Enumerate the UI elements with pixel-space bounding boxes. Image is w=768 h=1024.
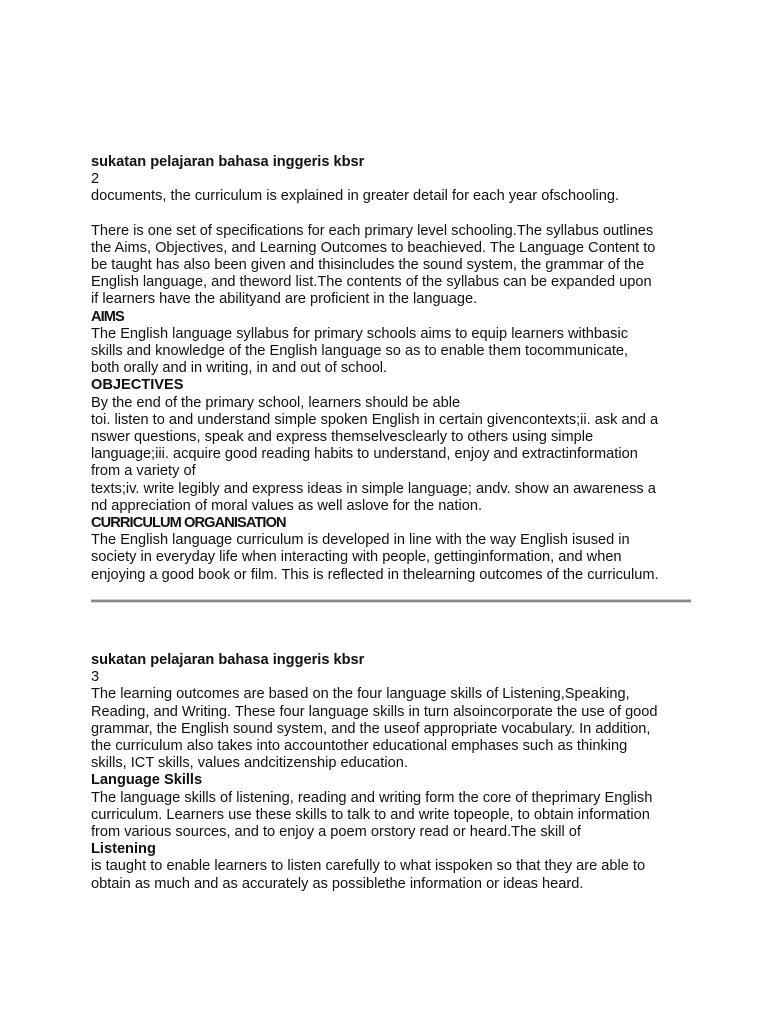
page-2-section — [91, 154, 691, 584]
page-3-section — [91, 652, 691, 893]
text-line: There is one set of specifications for each primary level schooling.The syllabus outlines — [91, 222, 654, 239]
objectives-paragraph — [91, 395, 691, 515]
intro-text: documents, the curriculum is explained in greater detail for each year ofschooling. — [91, 188, 620, 205]
language-skills-heading: Language Skills — [91, 772, 203, 789]
page-number: 2 — [91, 171, 100, 188]
text-line: Reading, and Writing. These four language skills in turn alsoincorporate the use of good — [91, 703, 658, 720]
text-line: from various sources, and to enjoy a poem orstory read or heard.The skill of — [91, 824, 581, 841]
text-line: By the end of the primary school, learners should be able — [91, 394, 461, 411]
paragraph-gap — [91, 206, 691, 223]
text-line: is taught to enable learners to listen carefully to what isspoken so that they are able to — [91, 858, 646, 875]
text-line: nd appreciation of moral values as well aslove for the nation. — [91, 497, 483, 514]
text-line: skills and knowledge of the English language so as to enable them tocommunicate, — [91, 343, 629, 360]
text-line: texts;iv. write legibly and express ideas in simple language; andv. show an awareness a — [91, 480, 656, 497]
text-line: The English language syllabus for primary schools aims to equip learners withbasic — [91, 325, 628, 342]
aims-heading: AIMS — [91, 308, 124, 325]
text-line: be taught has also been given and thisincludes the sound system, the grammar of the — [91, 257, 645, 274]
text-line: grammar, the English sound system, and the useof appropriate vocabulary. In addition, — [91, 720, 651, 737]
text-line: if learners have the abilityand are proficient in the language. — [91, 291, 478, 308]
text-line: The language skills of listening, reading and writing form the core of theprimary English — [91, 789, 653, 806]
document-title: sukatan pelajaran bahasa inggeris kbsr — [91, 154, 365, 170]
text-line: both orally and in writing, in and out of school. — [91, 360, 388, 377]
text-line: curriculum. Learners use these skills to talk to and write topeople, to obtain information — [91, 806, 650, 823]
text-line: language;iii. acquire good reading habits to understand, enjoy and extractinformation — [91, 446, 638, 463]
language-skills-paragraph — [91, 790, 691, 842]
page-number: 3 — [91, 669, 100, 686]
listening-heading: Listening — [91, 841, 156, 858]
text-line: enjoying a good book or film. This is reflected in thelearning outcomes of the curriculum. — [91, 566, 659, 583]
objectives-heading: OBJECTIVES — [91, 377, 184, 394]
text-line: obtain as much and as accurately as possiblethe information or ideas heard. — [91, 875, 584, 892]
listening-paragraph — [91, 858, 691, 892]
curriculum-paragraph — [91, 532, 691, 584]
learning-outcomes-paragraph — [91, 686, 691, 772]
text-line: society in everyday life when interacting with people, gettinginformation, and when — [91, 549, 622, 566]
text-line: skills, ICT skills, values andcitizenship education. — [91, 755, 408, 772]
text-line: nswer questions, speak and express themselvesclearly to others using simple — [91, 429, 594, 446]
text-line: The learning outcomes are based on the four language skills of Listening,Speaking, — [91, 686, 630, 703]
text-line: the Aims, Objectives, and Learning Outcomes to beachieved. The Language Content to — [91, 239, 656, 256]
text-line: from a variety of — [91, 463, 196, 480]
aims-paragraph — [91, 326, 691, 378]
text-line: toi. listen to and understand simple spoken English in certain givencontexts;ii. ask and a — [91, 411, 659, 428]
text-line: the curriculum also takes into accountother educational emphases such as thinking — [91, 738, 628, 755]
curriculum-organisation-heading: CURRICULUM ORGANISATION — [91, 515, 286, 532]
specifications-paragraph — [91, 223, 691, 309]
page-divider — [91, 599, 691, 603]
text-line: English language, and theword list.The contents of the syllabus can be expanded upon — [91, 274, 652, 291]
text-line: The English language curriculum is developed in line with the way English isused in — [91, 532, 630, 549]
document-title: sukatan pelajaran bahasa inggeris kbsr — [91, 652, 365, 668]
